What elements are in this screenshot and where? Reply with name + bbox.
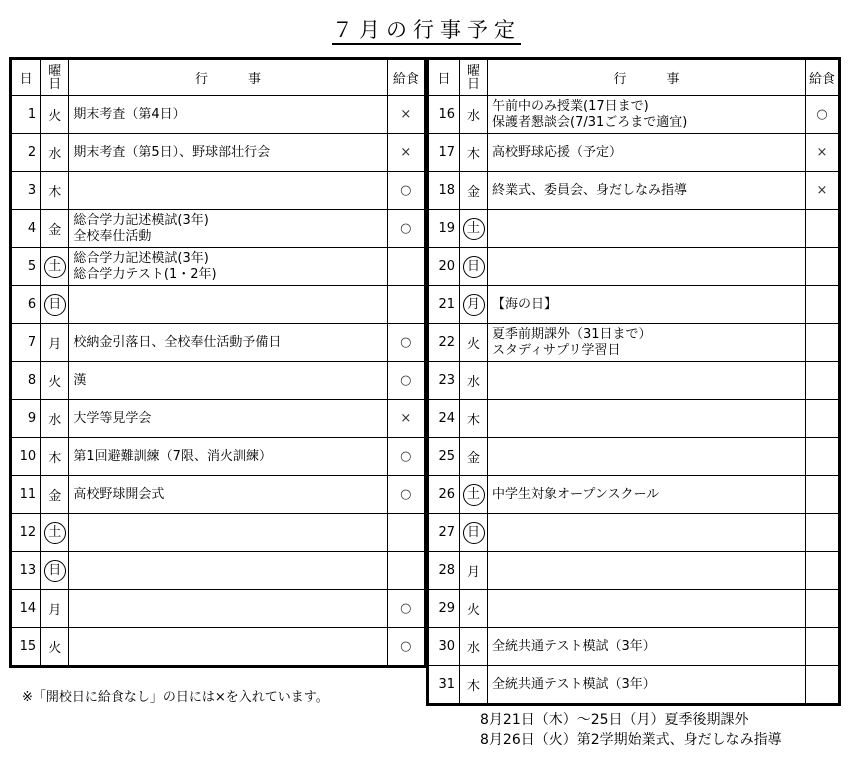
day-number: 20 xyxy=(428,248,460,286)
weekday-cell xyxy=(41,172,69,210)
weekday-circled: 日 xyxy=(44,294,66,316)
weekday-circled: 土 xyxy=(463,218,485,240)
header-weekday-label: 曜日 xyxy=(48,63,62,92)
schedule-row xyxy=(11,210,426,248)
meal-mark: ○ xyxy=(387,210,425,248)
schedule-row xyxy=(428,590,840,628)
weekday-circled: 月 xyxy=(463,294,485,316)
day-number: 13 xyxy=(11,552,41,590)
weekday-circled: 日 xyxy=(44,560,66,582)
weekday: 木 xyxy=(48,451,62,466)
meal-mark: × xyxy=(806,134,840,172)
day-number: 2 xyxy=(11,134,41,172)
weekday-cell xyxy=(460,362,488,400)
meal-mark xyxy=(387,552,425,590)
meal-mark: ○ xyxy=(387,172,425,210)
schedule-row xyxy=(11,248,426,286)
day-number: 31 xyxy=(428,666,460,705)
weekday-cell xyxy=(460,210,488,248)
event-cell xyxy=(488,362,806,400)
header-event: 行事 xyxy=(488,59,806,96)
meal-mark xyxy=(806,324,840,362)
event-cell xyxy=(488,552,806,590)
event-line: 高校野球開会式 xyxy=(73,486,165,502)
meal-mark: ○ xyxy=(387,362,425,400)
meal-mark: × xyxy=(806,172,840,210)
weekday-cell xyxy=(460,134,488,172)
header-weekday xyxy=(460,59,488,96)
meal-mark xyxy=(806,286,840,324)
event-line: 保護者懇談会(7/31ごろまで適宜) xyxy=(492,114,688,130)
event-cell xyxy=(488,134,806,172)
meal-mark xyxy=(806,210,840,248)
header-weekday-label: 曜日 xyxy=(467,63,481,92)
schedule-row xyxy=(11,552,426,590)
weekday-cell xyxy=(41,552,69,590)
schedule-row xyxy=(11,400,426,438)
schedule-row xyxy=(428,476,840,514)
weekday: 金 xyxy=(466,451,480,466)
weekday-cell xyxy=(41,514,69,552)
day-number: 26 xyxy=(428,476,460,514)
meal-mark: × xyxy=(387,400,425,438)
weekday: 火 xyxy=(48,109,62,124)
event-cell xyxy=(488,666,806,705)
event-cell xyxy=(488,248,806,286)
event-cell xyxy=(69,590,387,628)
event-cell xyxy=(488,514,806,552)
meal-mark xyxy=(806,514,840,552)
header-meal: 給食 xyxy=(387,59,425,96)
day-number: 4 xyxy=(11,210,41,248)
event-cell xyxy=(488,400,806,438)
header-day: 日 xyxy=(428,59,460,96)
weekday: 木 xyxy=(466,413,480,428)
schedule-row xyxy=(428,134,840,172)
header-meal: 給食 xyxy=(806,59,840,96)
day-number: 24 xyxy=(428,400,460,438)
weekday: 火 xyxy=(48,375,62,390)
weekday-cell xyxy=(460,400,488,438)
event-line: 中学生対象オープンスクール xyxy=(492,486,660,502)
meal-mark xyxy=(806,438,840,476)
weekday-cell xyxy=(41,286,69,324)
weekday-cell xyxy=(460,590,488,628)
schedule-row xyxy=(428,286,840,324)
schedule-row xyxy=(428,628,840,666)
weekday-circled: 土 xyxy=(463,484,485,506)
event-cell xyxy=(69,476,387,514)
event-line: 総合学力記述模試(3年) xyxy=(73,250,209,266)
schedule-row xyxy=(11,286,426,324)
event-cell xyxy=(69,552,387,590)
page-title: ７月の行事予定 xyxy=(332,18,521,42)
weekday-cell xyxy=(41,476,69,514)
weekday-cell xyxy=(41,628,69,667)
schedule-row xyxy=(428,514,840,552)
weekday-cell xyxy=(460,286,488,324)
meal-mark xyxy=(806,552,840,590)
weekday-circled: 日 xyxy=(463,256,485,278)
day-number: 15 xyxy=(11,628,41,667)
event-line: 高校野球応援（予定） xyxy=(492,144,623,160)
event-cell xyxy=(69,324,387,362)
day-number: 30 xyxy=(428,628,460,666)
meal-mark xyxy=(806,666,840,705)
event-cell xyxy=(488,590,806,628)
weekday-cell xyxy=(41,96,69,134)
event-cell xyxy=(69,362,387,400)
event-cell xyxy=(488,476,806,514)
weekday: 金 xyxy=(48,223,62,238)
weekday-cell xyxy=(41,400,69,438)
event-cell xyxy=(488,210,806,248)
weekday-cell xyxy=(460,324,488,362)
weekday: 月 xyxy=(48,603,62,618)
day-number: 5 xyxy=(11,248,41,286)
weekday: 金 xyxy=(48,489,62,504)
event-line: スタディサプリ学習日 xyxy=(492,342,621,358)
meal-mark: ○ xyxy=(387,476,425,514)
schedule-table-left xyxy=(9,57,427,668)
schedule-row xyxy=(428,210,840,248)
weekday: 水 xyxy=(48,413,62,428)
day-number: 3 xyxy=(11,172,41,210)
day-number: 6 xyxy=(11,286,41,324)
event-line: 総合学力記述模試(3年) xyxy=(73,212,209,228)
weekday-cell xyxy=(460,628,488,666)
meal-mark xyxy=(806,628,840,666)
meal-mark xyxy=(806,248,840,286)
day-number: 23 xyxy=(428,362,460,400)
weekday-cell xyxy=(460,476,488,514)
schedule-row xyxy=(428,96,840,134)
event-cell xyxy=(488,172,806,210)
weekday-circled: 日 xyxy=(463,522,485,544)
weekday-cell xyxy=(460,438,488,476)
event-cell xyxy=(488,438,806,476)
day-number: 1 xyxy=(11,96,41,134)
day-number: 21 xyxy=(428,286,460,324)
schedule-row xyxy=(11,324,426,362)
schedule-row xyxy=(11,96,426,134)
event-line: 総合学力テスト(1・2年) xyxy=(73,266,217,282)
weekday-cell xyxy=(460,514,488,552)
weekday-cell xyxy=(460,96,488,134)
day-number: 25 xyxy=(428,438,460,476)
header-day: 日 xyxy=(11,59,41,96)
weekday-cell xyxy=(41,590,69,628)
weekday: 火 xyxy=(466,603,480,618)
schedule-row xyxy=(11,438,426,476)
weekday: 月 xyxy=(48,337,62,352)
day-number: 16 xyxy=(428,96,460,134)
weekday-cell xyxy=(41,438,69,476)
schedule-row xyxy=(11,628,426,667)
meal-mark: ○ xyxy=(806,96,840,134)
event-cell xyxy=(69,514,387,552)
weekday-cell xyxy=(460,172,488,210)
event-cell xyxy=(69,134,387,172)
august-note-line: 8月26日（火）第2学期始業式、身だしなみ指導 xyxy=(480,732,782,748)
event-cell xyxy=(69,438,387,476)
weekday-cell xyxy=(41,134,69,172)
schedule-row xyxy=(11,134,426,172)
event-line: 午前中のみ授業(17日まで) xyxy=(492,98,649,114)
event-line: 漢 xyxy=(73,372,87,388)
weekday-cell xyxy=(41,362,69,400)
event-cell xyxy=(69,172,387,210)
event-cell xyxy=(69,96,387,134)
day-number: 9 xyxy=(11,400,41,438)
event-cell xyxy=(488,286,806,324)
meal-mark xyxy=(387,514,425,552)
event-cell xyxy=(69,210,387,248)
meal-mark xyxy=(387,286,425,324)
weekday-cell xyxy=(460,552,488,590)
schedule-row xyxy=(428,438,840,476)
schedule-row xyxy=(11,362,426,400)
day-number: 7 xyxy=(11,324,41,362)
weekday: 水 xyxy=(48,147,62,162)
weekday-cell xyxy=(41,248,69,286)
day-number: 19 xyxy=(428,210,460,248)
meal-mark: ○ xyxy=(387,324,425,362)
day-number: 18 xyxy=(428,172,460,210)
weekday: 金 xyxy=(466,185,480,200)
meal-mark: × xyxy=(387,134,425,172)
day-number: 27 xyxy=(428,514,460,552)
header-weekday xyxy=(41,59,69,96)
event-cell xyxy=(69,400,387,438)
schedule-row xyxy=(428,362,840,400)
meal-note: ※「開校日に給食なし」の日には×を入れています。 xyxy=(22,690,329,705)
day-number: 10 xyxy=(11,438,41,476)
august-note-line: 8月21日（木）～25日（月）夏季後期課外 xyxy=(480,712,749,728)
weekday: 木 xyxy=(466,679,480,694)
weekday: 火 xyxy=(48,641,62,656)
day-number: 17 xyxy=(428,134,460,172)
august-notes xyxy=(480,710,782,750)
weekday: 月 xyxy=(466,565,480,580)
schedule-row xyxy=(428,400,840,438)
schedule-row xyxy=(428,324,840,362)
event-cell xyxy=(488,96,806,134)
weekday: 木 xyxy=(466,147,480,162)
meal-mark xyxy=(806,476,840,514)
event-cell xyxy=(69,248,387,286)
event-line: 大学等見学会 xyxy=(73,410,152,426)
event-line: 期末考査（第4日） xyxy=(73,106,186,122)
meal-mark: ○ xyxy=(387,590,425,628)
meal-mark xyxy=(387,248,425,286)
meal-mark: ○ xyxy=(387,628,425,667)
schedule-row xyxy=(428,666,840,705)
event-cell xyxy=(69,286,387,324)
event-line: 全校奉仕活動 xyxy=(73,228,152,244)
event-line: 期末考査（第5日）、野球部壮行会 xyxy=(73,144,271,160)
day-number: 12 xyxy=(11,514,41,552)
schedule-row xyxy=(428,248,840,286)
event-line: 【海の日】 xyxy=(492,296,558,312)
weekday: 火 xyxy=(466,337,480,352)
meal-mark: × xyxy=(387,96,425,134)
day-number: 29 xyxy=(428,590,460,628)
day-number: 8 xyxy=(11,362,41,400)
day-number: 14 xyxy=(11,590,41,628)
schedule-row xyxy=(428,172,840,210)
event-cell xyxy=(69,628,387,667)
weekday: 木 xyxy=(48,185,62,200)
header-event: 行事 xyxy=(69,59,387,96)
weekday: 水 xyxy=(466,641,480,656)
schedule-table-right xyxy=(426,57,841,706)
meal-mark xyxy=(806,590,840,628)
meal-mark xyxy=(806,362,840,400)
weekday: 水 xyxy=(466,375,480,390)
weekday-cell xyxy=(460,666,488,705)
meal-mark: ○ xyxy=(387,438,425,476)
event-line: 全統共通テスト模試（3年） xyxy=(492,638,656,654)
weekday-circled: 土 xyxy=(44,522,66,544)
event-line: 夏季前期課外（31日まで） xyxy=(492,326,652,342)
weekday-circled: 土 xyxy=(44,256,66,278)
day-number: 28 xyxy=(428,552,460,590)
schedule-row xyxy=(11,172,426,210)
meal-mark xyxy=(806,400,840,438)
schedule-row xyxy=(11,476,426,514)
event-line: 全統共通テスト模試（3年） xyxy=(492,676,656,692)
event-cell xyxy=(488,628,806,666)
event-line: 第1回避難訓練（7限、消火訓練） xyxy=(73,448,272,464)
schedule-row xyxy=(11,514,426,552)
event-line: 校納金引落日、全校奉仕活動予備日 xyxy=(73,334,282,350)
schedule-row xyxy=(11,590,426,628)
weekday-cell xyxy=(41,210,69,248)
event-cell xyxy=(488,324,806,362)
weekday-cell xyxy=(460,248,488,286)
schedule-row xyxy=(428,552,840,590)
event-line: 終業式、委員会、身だしなみ指導 xyxy=(492,182,688,198)
weekday-cell xyxy=(41,324,69,362)
day-number: 11 xyxy=(11,476,41,514)
weekday: 水 xyxy=(466,109,480,124)
day-number: 22 xyxy=(428,324,460,362)
